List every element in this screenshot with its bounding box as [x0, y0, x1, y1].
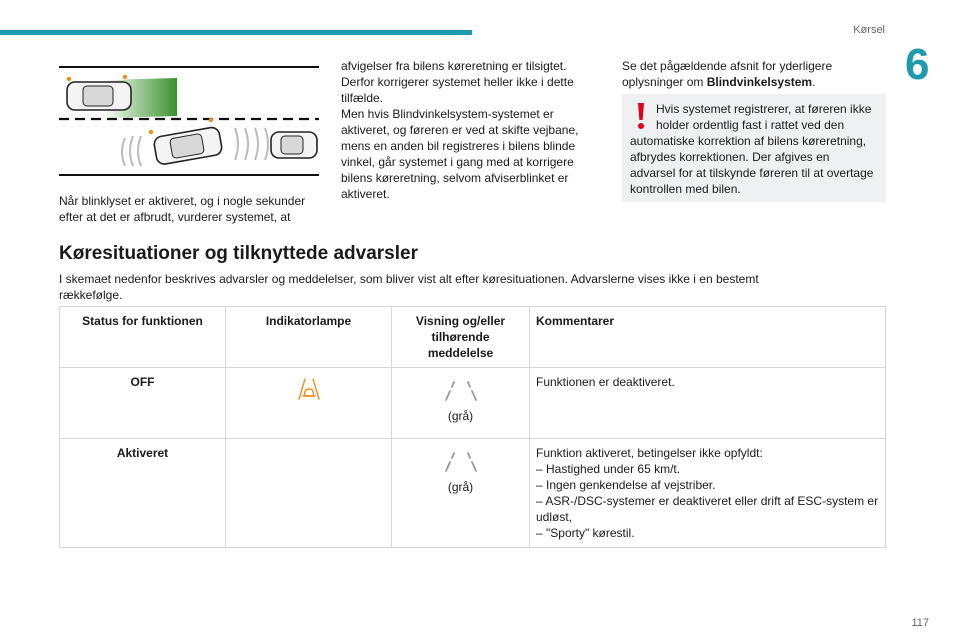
top-accent-bar	[0, 30, 472, 35]
indicator-cell	[226, 368, 392, 439]
display-cell	[392, 439, 530, 548]
table-row	[60, 439, 886, 548]
display-label: (grå)	[447, 409, 474, 423]
car-bottom	[153, 126, 223, 165]
text-column-1	[59, 193, 319, 225]
status-cell: OFF	[60, 368, 226, 439]
status-cell: Aktiveret	[60, 439, 226, 548]
display-label: (grå)	[447, 480, 474, 494]
column-header-indicator: Indikatorlampe	[226, 307, 392, 368]
text-column-3	[622, 58, 886, 90]
comment-line: – "Sporty" kørestil.	[536, 526, 635, 540]
column-header-comment: Kommentarer	[530, 307, 886, 368]
paragraph: Men hvis Blindvinkelsystem-systemet er aktiveret, og føreren er ved at skifte vejbane, mens en anden bil registreres i bilens blinde vinkel, går systemet i gang med at korrigere bilens køreretning, selvom afviserblinket er aktiveret.	[341, 107, 579, 201]
section-intro: I skemaet nedenfor beskrives advarsler og meddelelser, som bliver vist alt efter køresituationen. Advarslerne vises ikke i en bestemt rækkefølge.	[59, 272, 759, 302]
text-span: Se det pågældende afsnit for yderligere oplysninger om	[622, 59, 833, 89]
text-span: .	[812, 75, 816, 89]
lane-keeping-indicator-icon	[297, 378, 321, 400]
bold-term: Blindvinkelsystem	[706, 75, 813, 89]
car-right	[271, 132, 317, 158]
lane-keeping-illustration	[59, 66, 319, 176]
table-header-row	[60, 307, 886, 368]
comment-cell	[530, 368, 886, 439]
warning-text: automatiske korrektion af bilens køreretning, afbrydes korrektionen. Der afgives en advarsel for at tilskynde føreren til at overtage kontrollen med bilen.	[630, 134, 874, 196]
page-number: 117	[911, 617, 929, 629]
comment-line: – Ingen genkendelse af vejstriber.	[536, 478, 716, 492]
paragraph: Når blinklyset er aktiveret, og i nogle sekunder efter at det er afbrudt, vurderer systemet, at	[59, 194, 306, 224]
comment-cell	[530, 439, 886, 548]
display-cell	[392, 368, 530, 439]
paragraph: afvigelser fra bilens køreretning er tilsigtet. Derfor korrigerer systemet heller ikke i dette tilfælde.	[341, 59, 574, 105]
chapter-number: 6	[905, 40, 930, 89]
comment-line: Funktionen er deaktiveret.	[536, 375, 675, 389]
lane-lines-icon	[436, 451, 486, 473]
table-row	[60, 368, 886, 439]
section-heading: Køresituationer og tilknyttede advarsler	[59, 243, 418, 264]
comment-line: Funktion aktiveret, betingelser ikke opfyldt:	[536, 446, 763, 460]
section-name: Kørsel	[853, 24, 885, 36]
comment-line: – Hastighed under 65 km/t.	[536, 462, 681, 476]
warnings-table	[59, 306, 886, 548]
column-header-status: Status for funktionen	[60, 307, 226, 368]
column-header-display: Visning og/eller tilhørende meddelelse	[392, 307, 530, 368]
indicator-cell	[226, 439, 392, 548]
comment-line: – ASR-/DSC-systemer er deaktiveret eller drift af ESC-system er udløst,	[536, 494, 879, 524]
paragraph	[622, 58, 886, 90]
warning-text: Hvis systemet registrerer, at føreren ikke holder ordentlig fast i rattet ved den	[656, 102, 872, 132]
warning-box	[622, 94, 886, 202]
text-column-2	[341, 58, 596, 202]
exclamation-warning-icon	[634, 102, 648, 130]
lane-lines-icon	[436, 380, 486, 402]
